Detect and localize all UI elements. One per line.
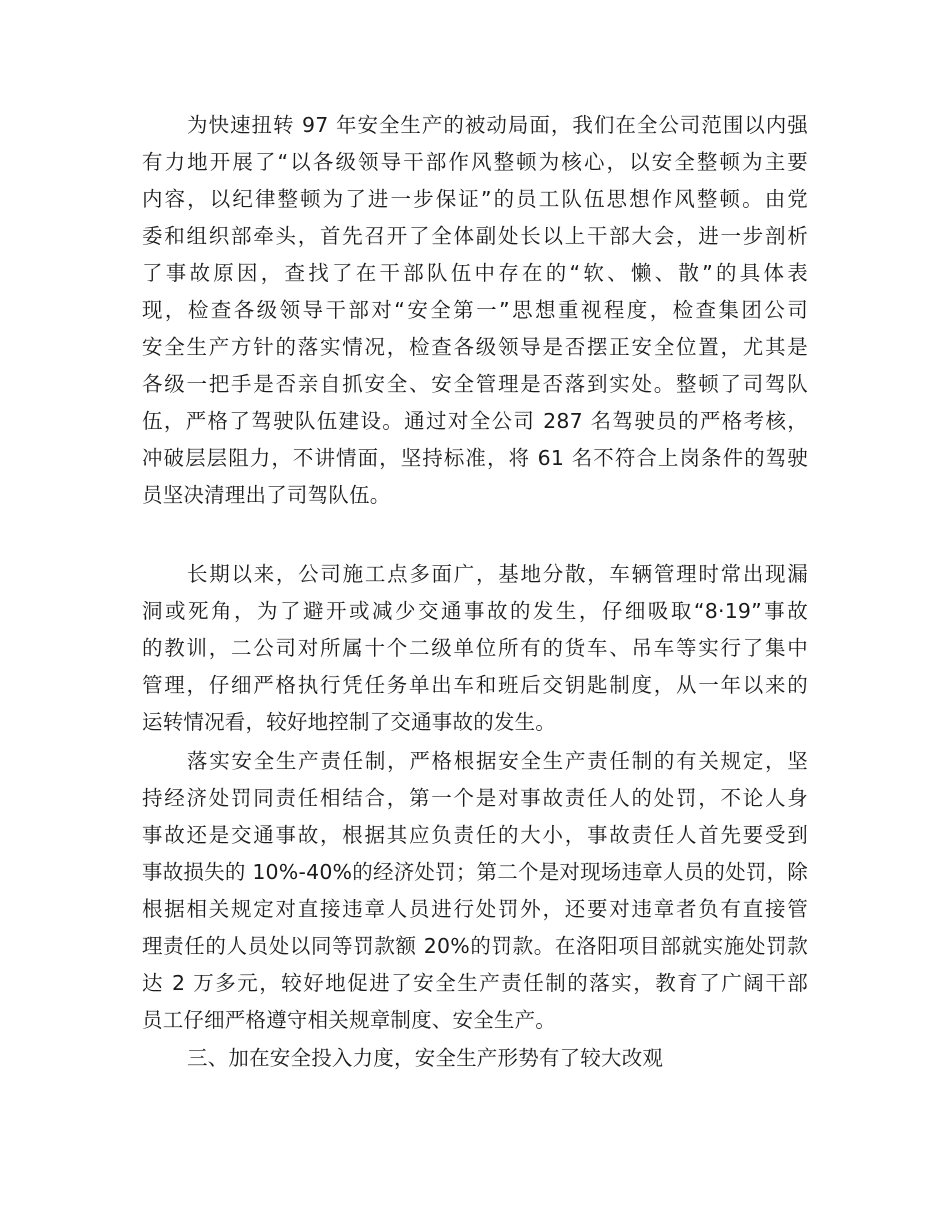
section-heading-text: 三、加在安全投入力度，安全生产形势有了较大改观 bbox=[187, 1046, 664, 1070]
text-line: 运转情况看，较好地控制了交通事故的发生。 bbox=[142, 710, 556, 734]
text-line: 管理，仔细严格执行凭任务单出车和班后交钥匙制度，从一年以来的 bbox=[142, 673, 808, 697]
text-line: 持经济处罚同责任相结合，第一个是对事故责任人的处罚，不论人身 bbox=[142, 786, 808, 810]
text-line: 员工仔细严格遵守相关规章制度、安全生产。 bbox=[142, 1008, 556, 1032]
text-line: 了事故原因，查找了在干部队伍中存在的“软、懒、散”的具体表 bbox=[142, 261, 808, 285]
text-line: 事故还是交通事故，根据其应负责任的大小，事故责任人首先要受到 bbox=[142, 823, 808, 847]
paragraph-vehicle-management bbox=[142, 556, 808, 741]
text-line: 各级一把手是否亲自抓安全、安全管理是否落到实处。整顿了司驾队 bbox=[142, 372, 808, 396]
text-line: 安全生产方针的落实情况，检查各级领导是否摆正安全位置，尤其是 bbox=[142, 335, 808, 359]
text-line: 伍，严格了驾驶队伍建设。通过对全公司 287 名驾驶员的严格考核， bbox=[142, 409, 808, 433]
text-line: 理责任的人员处以同等罚款额 20%的罚款。在洛阳项目部就实施处罚款 bbox=[142, 934, 808, 958]
text-line: 根据相关规定对直接违章人员进行处罚外，还要对违章者负有直接管 bbox=[142, 897, 808, 921]
text-line: 落实安全生产责任制，严格根据安全生产责任制的有关规定，坚 bbox=[187, 749, 808, 773]
text-line: 冲破层层阻力，不讲情面，坚持标准，将 61 名不符合上岗条件的驾驶 bbox=[142, 446, 808, 470]
section-heading bbox=[142, 1040, 808, 1077]
paragraph-responsibility-system bbox=[142, 743, 808, 1039]
text-line: 员坚决清理出了司驾队伍。 bbox=[142, 483, 391, 507]
text-line: 达 2 万多元，较好地促进了安全生产责任制的落实，教育了广阔干部 bbox=[142, 971, 808, 995]
text-line: 委和组织部牵头，首先召开了全体副处长以上干部大会，进一步剖析 bbox=[142, 224, 808, 248]
text-line: 内容，以纪律整顿为了进一步保证”的员工队伍思想作风整顿。由党 bbox=[142, 187, 808, 211]
text-line: 现，检查各级领导干部对“安全第一”思想重视程度，检查集团公司 bbox=[142, 298, 808, 322]
text-line: 有力地开展了“以各级领导干部作风整顿为核心，以安全整顿为主要 bbox=[142, 150, 808, 174]
text-line: 洞或死角，为了避开或减少交通事故的发生，仔细吸取“8·19”事故 bbox=[142, 599, 808, 623]
text-line: 事故损失的 10%-40%的经济处罚；第二个是对现场违章人员的处罚，除 bbox=[142, 860, 808, 884]
paragraph-driver-rectification bbox=[142, 107, 808, 514]
text-line: 为快速扭转 97 年安全生产的被动局面，我们在全公司范围以内强 bbox=[187, 113, 808, 137]
text-line: 的教训，二公司对所属十个二级单位所有的货车、吊车等实行了集中 bbox=[142, 636, 808, 660]
text-line: 长期以来，公司施工点多面广，基地分散，车辆管理时常出现漏 bbox=[187, 562, 808, 586]
